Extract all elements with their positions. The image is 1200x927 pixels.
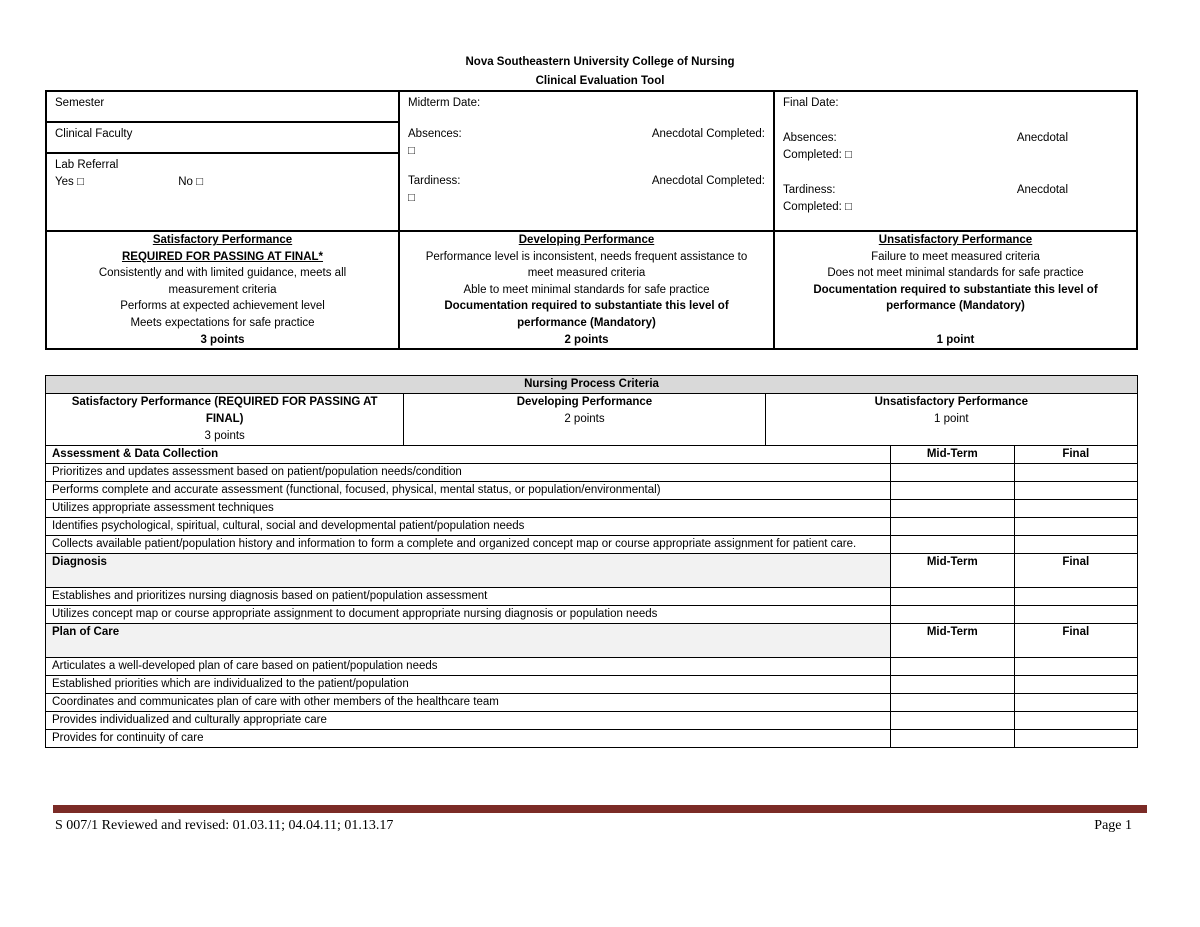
table-row: Performs complete and accurate assessment (functional, focused, physical, mental status, or population/environmental)	[46, 482, 1138, 500]
final-score-cell[interactable]	[1014, 730, 1137, 748]
midterm-score-cell[interactable]	[891, 518, 1014, 536]
midterm-absences-checkbox[interactable]: □	[408, 145, 415, 157]
criteria-unsatisfactory-header: Unsatisfactory Performance 1 point	[765, 394, 1137, 446]
lab-referral-no-checkbox[interactable]: No □	[178, 176, 204, 188]
final-score-cell[interactable]	[1014, 500, 1137, 518]
table-row: Identifies psychological, spiritual, cultural, social and developmental patient/population needs	[46, 518, 1138, 536]
midterm-cell	[399, 91, 774, 231]
final-tardiness-label: Tardiness:	[783, 184, 836, 196]
final-absences-label: Absences:	[783, 132, 837, 144]
table-row: Establishes and prioritizes nursing diagnosis based on patient/population assessment	[46, 588, 1138, 606]
midterm-score-cell[interactable]	[891, 500, 1014, 518]
revision-note: S 007/1 Reviewed and revised: 01.03.11; 04.04.11; 01.13.17	[55, 818, 394, 833]
midterm-column-header: Mid-Term	[891, 446, 1014, 464]
final-column-header: Final	[1014, 446, 1137, 464]
satisfactory-performance-cell: Satisfactory Performance REQUIRED FOR PASSING AT FINAL* Consistently and with limited guidance, meets all measurement criteria Performs at expected achievement level Meets expectations for safe practice 3 points	[46, 231, 399, 349]
final-score-cell[interactable]	[1014, 518, 1137, 536]
clinical-faculty-field[interactable]: Clinical Faculty	[47, 123, 398, 154]
final-cell	[774, 91, 1137, 231]
final-score-cell[interactable]	[1014, 464, 1137, 482]
table-row: Provides for continuity of care	[46, 730, 1138, 748]
criteria-table	[45, 375, 1138, 748]
midterm-score-cell[interactable]	[891, 464, 1014, 482]
table-row: Articulates a well-developed plan of care based on patient/population needs	[46, 658, 1138, 676]
table-row: Utilizes concept map or course appropriate assignment to document appropriate nursing diagnosis or population needs	[46, 606, 1138, 624]
midterm-score-cell[interactable]	[891, 676, 1014, 694]
table-row: Collects available patient/population history and information to form a complete and organized concept map or course appropriate assignment for patient care.	[46, 536, 1138, 554]
final-tardiness-checkbox[interactable]: Completed: □	[783, 201, 852, 213]
criteria-developing-header: Developing Performance 2 points	[404, 394, 765, 446]
criteria-heading: Nursing Process Criteria	[46, 376, 1138, 394]
midterm-score-cell[interactable]	[891, 588, 1014, 606]
table-row: Utilizes appropriate assessment techniques	[46, 500, 1138, 518]
midterm-date-field[interactable]: Midterm Date:	[408, 97, 481, 109]
final-score-cell[interactable]	[1014, 536, 1137, 554]
document-subtitle: Clinical Evaluation Tool	[535, 75, 665, 87]
midterm-tardiness-anecdotal-label: Anecdotal Completed:	[651, 175, 765, 187]
midterm-tardiness-checkbox[interactable]: □	[408, 192, 415, 204]
page-number: Page 1	[1094, 818, 1132, 833]
final-date-field[interactable]: Final Date:	[783, 97, 839, 109]
final-absences-anecdotal-label: Anecdotal	[1016, 132, 1068, 144]
midterm-score-cell[interactable]	[891, 482, 1014, 500]
footer-divider	[53, 805, 1147, 813]
midterm-score-cell[interactable]	[891, 606, 1014, 624]
final-score-cell[interactable]	[1014, 694, 1137, 712]
midterm-score-cell[interactable]	[891, 536, 1014, 554]
section-assessment: Assessment & Data Collection Mid-Term Final	[46, 446, 1138, 464]
midterm-absences-anecdotal-label: Anecdotal Completed:	[651, 128, 765, 140]
table-row: Coordinates and communicates plan of care with other members of the healthcare team	[46, 694, 1138, 712]
lab-referral-yes-checkbox[interactable]: Yes □	[55, 176, 84, 188]
midterm-score-cell[interactable]	[891, 658, 1014, 676]
final-score-cell[interactable]	[1014, 712, 1137, 730]
midterm-absences-label: Absences:	[408, 128, 462, 140]
section-plan-of-care: Plan of Care Mid-Term Final	[46, 624, 1138, 658]
section-diagnosis: Diagnosis Mid-Term Final	[46, 554, 1138, 588]
midterm-score-cell[interactable]	[891, 694, 1014, 712]
unsatisfactory-performance-cell: Unsatisfactory Performance Failure to meet measured criteria Does not meet minimal standards for safe practice Documentation required to substantiate this level of performance (Mandatory) 1 point	[774, 231, 1137, 349]
midterm-score-cell[interactable]	[891, 712, 1014, 730]
info-table	[45, 90, 1138, 350]
final-score-cell[interactable]	[1014, 676, 1137, 694]
criteria-satisfactory-header: Satisfactory Performance (REQUIRED FOR PASSING AT FINAL) 3 points	[46, 394, 404, 446]
developing-performance-cell: Developing Performance Performance level is inconsistent, needs frequent assistance to meet measured criteria Able to meet minimal standards for safe practice Documentation required to substantiate this level of performance (Mandatory) 2 points	[399, 231, 774, 349]
final-score-cell[interactable]	[1014, 588, 1137, 606]
table-row: Provides individualized and culturally appropriate care	[46, 712, 1138, 730]
final-tardiness-anecdotal-label: Anecdotal	[1016, 184, 1068, 196]
lab-referral-field: Lab Referral Yes □ No □	[47, 154, 398, 230]
final-score-cell[interactable]	[1014, 482, 1137, 500]
document-title: Nova Southeastern University College of Nursing	[465, 56, 735, 68]
final-score-cell[interactable]	[1014, 606, 1137, 624]
final-score-cell[interactable]	[1014, 658, 1137, 676]
semester-field[interactable]: Semester	[47, 92, 398, 123]
table-row: Prioritizes and updates assessment based on patient/population needs/condition	[46, 464, 1138, 482]
midterm-tardiness-label: Tardiness:	[408, 175, 461, 187]
table-row: Established priorities which are individualized to the patient/population	[46, 676, 1138, 694]
final-absences-checkbox[interactable]: Completed: □	[783, 149, 852, 161]
midterm-score-cell[interactable]	[891, 730, 1014, 748]
faculty-cell	[46, 91, 399, 231]
